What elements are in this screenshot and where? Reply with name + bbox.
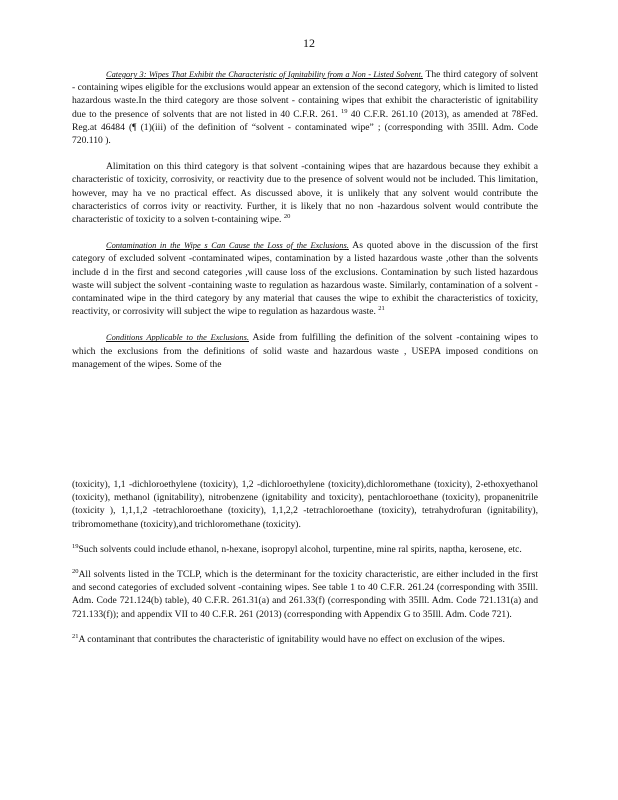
footnote-20 <box>72 568 538 621</box>
footnote-text: A contaminant that contributes the characteristic of ignitability would have no effect on exclusion of the wipes. <box>78 633 505 645</box>
paragraph-text: As quoted above in the discussion of the first category of excluded solvent -contaminated wipes, contamination by a listed hazardous waste ,other than the solvents include d in the first and second categories ,will cause loss of the exclusions. Contamination by such listed hazardous waste will subject the solvent -containing waste to regulation as hazardous waste. Similarly, contamination of a solvent -contaminated wipe in the third category by any material that causes the wipe to exhibit the characteristics of toxicity, reactivity, or corrosivity will subject the wipe to regulation as hazardous waste. <box>72 240 538 318</box>
footnote-text: All solvents listed in the TCLP, which is the determinant for the toxicity characteristic, are either included in the first and second categories of excluded solvent -containing wipes. See table 1 to 40 C.F.R. 261.24 (corresponding with 35Ill. Adm. Code 721.124(b) table), 40 C.F.R. 261.31(a) and 261.33(f) (corresponding with 35Ill. Adm. Code 721.131(a) and 721.133(f)); and appendix VII to 40 C.F.R. 261 (2013) (corresponding with Appendix G to 35Ill. Adm. Code 721). <box>72 569 538 620</box>
footnote-number: 19 <box>72 542 79 550</box>
body-text <box>72 68 538 371</box>
section-heading: Contamination in the Wipe s Can Cause the Loss of the Exclusions. <box>106 241 349 251</box>
paragraph-contamination <box>72 239 538 318</box>
paragraph-category-3 <box>72 68 538 147</box>
paragraph-text: Alimitation on this third category is that solvent -containing wipes that are hazardous because they exhibit a characteristic of toxicity, corrosivity, or reactivity due to the presence of solvent would not be included. This limitation, however, may ha ve no practical effect. As discussed above, it is unlikely that any solvent would contribute the characteristics of corros ivity or reactivity. Further, it is likely that no non -hazardous solvent would contribute the characteristic of toxicity to a solven t-containing wipe. <box>72 161 538 226</box>
footnote-19 <box>72 543 538 556</box>
paragraph-limitation <box>72 160 538 226</box>
paragraph-conditions <box>72 331 538 371</box>
footnote-number: 20 <box>72 567 79 575</box>
page-number: 12 <box>303 36 315 50</box>
footnote-number: 21 <box>72 632 79 640</box>
paragraph-text: 40 C.F.R. 261.10 (2013), as amended at 78Fed. Reg.at 46484 (¶ (1)(iii) of the definition of “solvent - contaminated wipe” ; (corresponding with 35Ill. Adm. Code 720.110 ). <box>72 108 538 147</box>
section-heading: Category 3: Wipes That Exhibit the Characteristic of Ignitability from a Non - Listed Solvent. <box>106 70 423 79</box>
footnote-ref[interactable]: 19 <box>341 107 348 115</box>
footnote-ref[interactable]: 20 <box>283 212 291 220</box>
paragraph-text: Aside from fulfilling the definition of the solvent -containing wipes to which the exclusions from the definitions of solid waste and hazardous waste , USEPA imposed conditions on management of the wipes. Some of the <box>72 332 538 370</box>
footnote-text: Such solvents could include ethanol, n-hexane, isopropyl alcohol, turpentine, mine ral spirits, naptha, kerosene, etc. <box>78 543 522 555</box>
footnote-21 <box>72 633 538 646</box>
paragraph-text: The third category of solvent - containing wipes eligible for the exclusions would appear an extension of the second category, which is limited to listed hazardous waste.In the third category are those solvent - containing wipes that exhibit the characteristic of ignitability due to the presence of solvents that are not listed in 40 C.F.R. 261. <box>72 69 539 120</box>
section-heading: Conditions Applicable to the Exclusions. <box>106 333 249 343</box>
footnotes <box>72 478 538 646</box>
footnote-ref[interactable]: 21 <box>378 305 385 313</box>
footnote-continuation: (toxicity), 1,1 -dichloroethylene (toxicity), 1,2 -dichloroethylene (toxicity),dichloromethane (toxicity), 2-ethoxyethanol (toxicity), methanol (ignitability), nitrobenzene (ignitability and toxicity), pentachloroethane (toxicity), propanenitrile (toxicity ), 1,1,1,2 -tetrachloroethane (toxicity), 1,1,2,2 -tetrachloroethane (toxicity), tetrahydrofuran (ignitability), tribromomethane (toxicity),and trichloromethane (toxicity). <box>72 479 538 530</box>
